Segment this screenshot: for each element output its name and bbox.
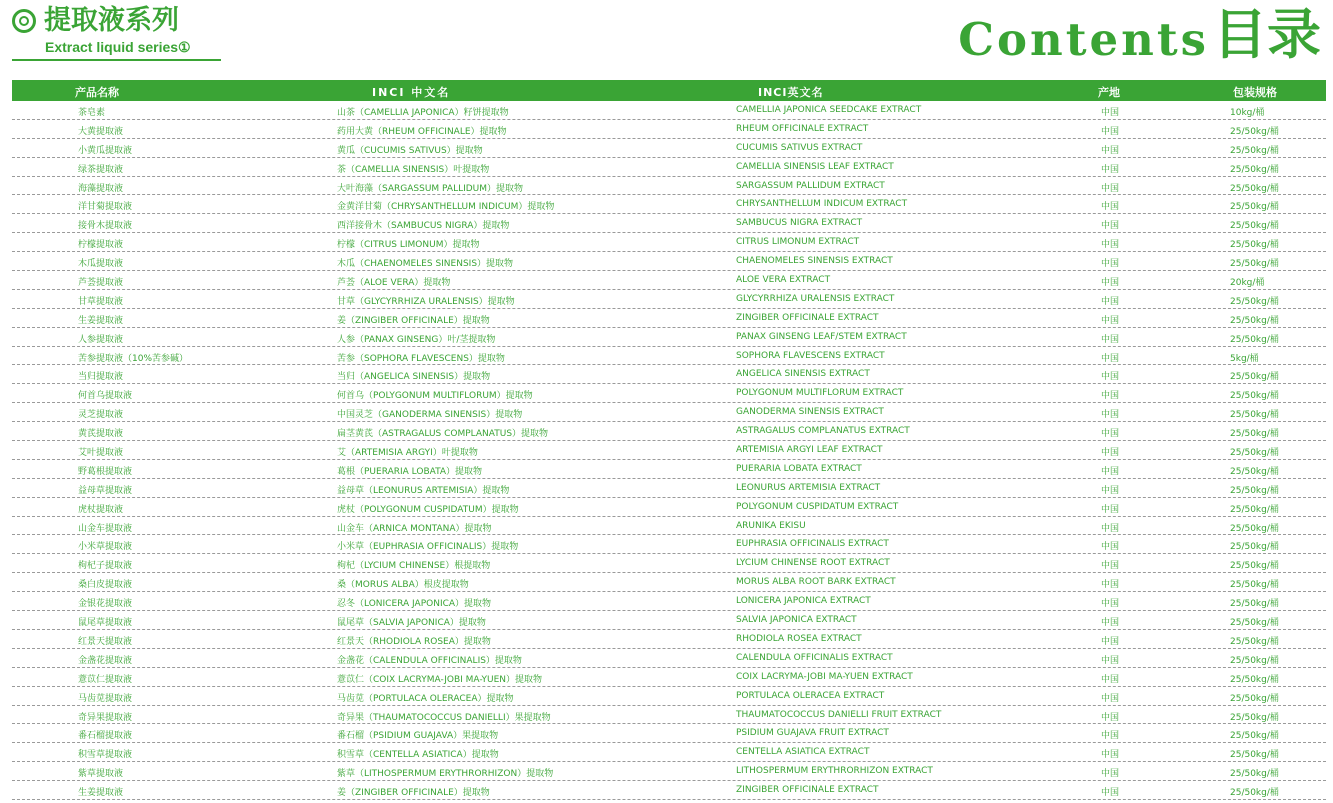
origin-cell: 中国 [1101,164,1120,175]
origin-cell: 中国 [1101,259,1120,270]
table-row [12,517,1326,536]
packaging-cell: 25/50kg/桶 [1230,448,1279,459]
product-name-cell: 生姜提取液 [78,315,124,326]
inci-cn-cell: 紫草（LITHOSPERMUM ERYTHRORHIZON）提取物 [337,769,554,780]
origin-cell: 中国 [1101,126,1120,137]
inci-en-cell: CALENDULA OFFICINALIS EXTRACT [736,652,893,663]
product-name-cell: 小米草提取液 [78,542,133,553]
inci-en-cell: ZINGIBER OFFICINALE EXTRACT [736,785,879,796]
table-row [12,290,1326,309]
table-row [12,309,1326,328]
product-name-cell: 山金车提取液 [78,523,133,534]
inci-cn-cell: 番石榴（PSIDIUM GUAJAVA）果提取物 [337,731,499,742]
inci-en-cell: POLYGONUM CUSPIDATUM EXTRACT [736,501,899,512]
inci-cn-cell: 当归（ANGELICA SINENSIS）提取物 [337,372,491,383]
table-row [12,592,1326,611]
inci-en-cell: PUERARIA LOBATA EXTRACT [736,463,862,474]
origin-cell: 中国 [1101,731,1120,742]
product-name-cell: 甘草提取液 [78,296,124,307]
inci-cn-cell: 小米草（EUPHRASIA OFFICINALIS）提取物 [337,542,519,553]
origin-cell: 中国 [1101,580,1120,591]
table-row [12,214,1326,233]
inci-cn-cell: 柠檬（CITRUS LIMONUM）提取物 [337,240,480,251]
origin-cell: 中国 [1101,372,1120,383]
product-name-cell: 枸杞子提取液 [78,561,133,572]
inci-cn-cell: 积雪草（CENTELLA ASIATICA）提取物 [337,750,499,761]
table-row [12,649,1326,668]
circle-bullet-icon [12,9,36,33]
inci-cn-cell: 奇异果（THAUMATOCOCCUS DANIELLI）果提取物 [337,712,551,723]
table-row [12,252,1326,271]
origin-cell: 中国 [1101,202,1120,213]
packaging-cell: 25/50kg/桶 [1230,523,1279,534]
table-row [12,120,1326,139]
packaging-cell: 25/50kg/桶 [1230,693,1279,704]
page-title [12,4,191,38]
inci-cn-cell: 姜（ZINGIBER OFFICINALE）提取物 [337,315,490,326]
origin-cell: 中国 [1101,655,1120,666]
table-row [12,724,1326,743]
header-right [958,0,1321,66]
product-name-cell: 人参提取液 [78,334,124,345]
inci-en-cell: ZINGIBER OFFICINALE EXTRACT [736,312,879,323]
inci-cn-cell: 苦参（SOPHORA FLAVESCENS）提取物 [337,353,505,364]
inci-cn-cell: 虎杖（POLYGONUM CUSPIDATUM）提取物 [337,504,519,515]
origin-cell: 中国 [1101,542,1120,553]
origin-cell: 中国 [1101,712,1120,723]
packaging-cell: 25/50kg/桶 [1230,674,1279,685]
column-header: 产品名称 [75,86,119,99]
inci-cn-cell: 益母草（LEONURUS ARTEMISIA）提取物 [337,485,510,496]
inci-en-cell: PANAX GINSENG LEAF/STEM EXTRACT [736,331,907,342]
inci-en-cell: CITRUS LIMONUM EXTRACT [736,237,860,248]
product-name-cell: 生姜提取液 [78,788,124,799]
table-row [12,441,1326,460]
product-name-cell: 金银花提取液 [78,599,133,610]
table-row [12,573,1326,592]
origin-cell: 中国 [1101,788,1120,799]
product-name-cell: 艾叶提取液 [78,448,124,459]
inci-en-cell: PORTULACA OLERACEA EXTRACT [736,690,885,701]
inci-en-cell: SALVIA JAPONICA EXTRACT [736,615,857,626]
origin-cell: 中国 [1101,769,1120,780]
packaging-cell: 5kg/桶 [1230,353,1259,364]
product-name-cell: 马齿苋提取液 [78,693,133,704]
origin-cell: 中国 [1101,599,1120,610]
column-header: INCI英文名 [758,86,824,99]
inci-cn-cell: 金黄洋甘菊（CHRYSANTHELLUM INDICUM）提取物 [337,202,555,213]
product-name-cell: 苦参提取液（10%苦参碱） [78,353,189,364]
inci-cn-cell: 甘草（GLYCYRRHIZA URALENSIS）提取物 [337,296,515,307]
table-row [12,535,1326,554]
origin-cell: 中国 [1101,466,1120,477]
product-name-cell: 鼠尾草提取液 [78,618,133,629]
inci-en-cell: GLYCYRRHIZA URALENSIS EXTRACT [736,293,895,304]
packaging-cell: 25/50kg/桶 [1230,788,1279,799]
inci-cn-cell: 人参（PANAX GINSENG）叶/茎提取物 [337,334,496,345]
packaging-cell: 25/50kg/桶 [1230,145,1279,156]
table-row [12,781,1326,800]
column-header: INCI 中文名 [372,86,451,99]
inci-en-cell: CAMELLIA SINENSIS LEAF EXTRACT [736,161,894,172]
packaging-cell: 25/50kg/桶 [1230,259,1279,270]
packaging-cell: 10kg/桶 [1230,108,1265,118]
product-name-cell: 积雪草提取液 [78,750,133,761]
table-row [12,328,1326,347]
product-name-cell: 大黄提取液 [78,126,124,137]
product-name-cell: 番石榴提取液 [78,731,133,742]
inci-en-cell: LONICERA JAPONICA EXTRACT [736,596,871,607]
origin-cell: 中国 [1101,391,1120,402]
column-header: 产地 [1098,86,1120,99]
product-name-cell: 茶皂素 [78,108,106,118]
product-name-cell: 芦荟提取液 [78,278,124,289]
product-name-cell: 益母草提取液 [78,485,133,496]
packaging-cell: 25/50kg/桶 [1230,164,1279,175]
product-name-cell: 奇异果提取液 [78,712,133,723]
inci-en-cell: RHODIOLA ROSEA EXTRACT [736,633,862,644]
inci-en-cell: SOPHORA FLAVESCENS EXTRACT [736,350,885,361]
inci-en-cell: ARTEMISIA ARGYI LEAF EXTRACT [736,445,883,456]
origin-cell: 中国 [1101,108,1120,118]
inci-cn-cell: 葛根（PUERARIA LOBATA）提取物 [337,466,483,477]
inci-en-cell: CHAENOMELES SINENSIS EXTRACT [736,256,893,267]
packaging-cell: 25/50kg/桶 [1230,372,1279,383]
inci-en-cell: SAMBUCUS NIGRA EXTRACT [736,218,863,229]
packaging-cell: 25/50kg/桶 [1230,315,1279,326]
product-name-cell: 当归提取液 [78,372,124,383]
inci-en-cell: ANGELICA SINENSIS EXTRACT [736,369,870,380]
packaging-cell: 25/50kg/桶 [1230,655,1279,666]
inci-cn-cell: 鼠尾草（SALVIA JAPONICA）提取物 [337,618,486,629]
inci-cn-cell: 何首乌（POLYGONUM MULTIFLORUM）提取物 [337,391,533,402]
inci-en-cell: LEONURUS ARTEMISIA EXTRACT [736,482,881,493]
product-name-cell: 小黄瓜提取液 [78,145,133,156]
packaging-cell: 25/50kg/桶 [1230,712,1279,723]
table-row [12,195,1326,214]
inci-cn-cell: 马齿苋（PORTULACA OLERACEA）提取物 [337,693,514,704]
product-name-cell: 柠檬提取液 [78,240,124,251]
packaging-cell: 25/50kg/桶 [1230,391,1279,402]
origin-cell: 中国 [1101,674,1120,685]
table-row [12,365,1326,384]
origin-cell: 中国 [1101,410,1120,421]
table-row [12,762,1326,781]
product-name-cell: 虎杖提取液 [78,504,124,515]
table-row [12,158,1326,177]
table-row [12,668,1326,687]
packaging-cell: 25/50kg/桶 [1230,183,1279,194]
table-row [12,403,1326,422]
packaging-cell: 25/50kg/桶 [1230,410,1279,421]
packaging-cell: 25/50kg/桶 [1230,429,1279,440]
product-name-cell: 红景天提取液 [78,636,133,647]
table-row [12,611,1326,630]
product-name-cell: 紫草提取液 [78,769,124,780]
product-name-cell: 何首乌提取液 [78,391,133,402]
title-cn: 提取液系列 [44,5,179,36]
inci-cn-cell: 红景天（RHODIOLA ROSEA）提取物 [337,636,491,647]
origin-cell: 中国 [1101,561,1120,572]
table-row [12,384,1326,403]
origin-cell: 中国 [1101,221,1120,232]
origin-cell: 中国 [1101,618,1120,629]
product-name-cell: 灵芝提取液 [78,410,124,421]
product-name-cell: 接骨木提取液 [78,221,133,232]
origin-cell: 中国 [1101,278,1120,289]
inci-en-cell: ASTRAGALUS COMPLANATUS EXTRACT [736,426,910,437]
packaging-cell: 25/50kg/桶 [1230,126,1279,137]
packaging-cell: 25/50kg/桶 [1230,769,1279,780]
inci-cn-cell: 忍冬（LONICERA JAPONICA）提取物 [337,599,492,610]
inci-cn-cell: 芦荟（ALOE VERA）提取物 [337,278,451,289]
inci-cn-cell: 薏苡仁（COIX LACRYMA-JOBI MA-YUEN）提取物 [337,674,543,685]
packaging-cell: 25/50kg/桶 [1230,750,1279,761]
packaging-cell: 25/50kg/桶 [1230,240,1279,251]
header-left [12,4,191,56]
origin-cell: 中国 [1101,693,1120,704]
table-row [12,630,1326,649]
table-row [12,706,1326,725]
packaging-cell: 25/50kg/桶 [1230,221,1279,232]
product-name-cell: 绿茶提取液 [78,164,124,175]
product-name-cell: 洋甘菊提取液 [78,202,133,213]
origin-cell: 中国 [1101,636,1120,647]
inci-en-cell: CAMELLIA JAPONICA SEEDCAKE EXTRACT [736,105,922,115]
contents-en: Contents [958,13,1209,66]
inci-cn-cell: 艾（ARTEMISIA ARGYI）叶提取物 [337,448,478,459]
table-row [12,554,1326,573]
inci-cn-cell: 黄瓜（CUCUMIS SATIVUS）提取物 [337,145,483,156]
table-row [12,460,1326,479]
table-row [12,743,1326,762]
inci-cn-cell: 木瓜（CHAENOMELES SINENSIS）提取物 [337,259,514,270]
table-row [12,271,1326,290]
origin-cell: 中国 [1101,315,1120,326]
table-row [12,101,1326,120]
contents-cn: 目录 [1213,3,1321,66]
packaging-cell: 25/50kg/桶 [1230,618,1279,629]
table-row [12,347,1326,366]
origin-cell: 中国 [1101,183,1120,194]
inci-en-cell: MORUS ALBA ROOT BARK EXTRACT [736,577,896,588]
origin-cell: 中国 [1101,429,1120,440]
inci-en-cell: RHEUM OFFICINALE EXTRACT [736,123,869,134]
packaging-cell: 25/50kg/桶 [1230,466,1279,477]
table-row [12,177,1326,196]
packaging-cell: 25/50kg/桶 [1230,731,1279,742]
packaging-cell: 20kg/桶 [1230,278,1265,289]
product-name-cell: 海藻提取液 [78,183,124,194]
packaging-cell: 25/50kg/桶 [1230,599,1279,610]
inci-cn-cell: 中国灵芝（GANODERMA SINENSIS）提取物 [337,410,523,421]
product-table [12,80,1326,800]
inci-en-cell: COIX LACRYMA-JOBI MA-YUEN EXTRACT [736,671,913,682]
inci-cn-cell: 桑（MORUS ALBA）根皮提取物 [337,580,469,591]
origin-cell: 中国 [1101,485,1120,496]
origin-cell: 中国 [1101,504,1120,515]
inci-cn-cell: 姜（ZINGIBER OFFICINALE）提取物 [337,788,490,799]
inci-en-cell: PSIDIUM GUAJAVA FRUIT EXTRACT [736,728,889,739]
packaging-cell: 25/50kg/桶 [1230,334,1279,345]
origin-cell: 中国 [1101,523,1120,534]
inci-en-cell: CUCUMIS SATIVUS EXTRACT [736,142,863,153]
origin-cell: 中国 [1101,353,1120,364]
title-en: Extract liquid series① [45,39,191,55]
product-name-cell: 桑白皮提取液 [78,580,133,591]
inci-en-cell: POLYGONUM MULTIFLORUM EXTRACT [736,388,904,399]
product-name-cell: 薏苡仁提取液 [78,674,133,685]
origin-cell: 中国 [1101,448,1120,459]
packaging-cell: 25/50kg/桶 [1230,636,1279,647]
inci-en-cell: CENTELLA ASIATICA EXTRACT [736,747,870,758]
packaging-cell: 25/50kg/桶 [1230,485,1279,496]
table-body [12,101,1326,800]
inci-cn-cell: 药用大黄（RHEUM OFFICINALE）提取物 [337,126,507,137]
packaging-cell: 25/50kg/桶 [1230,504,1279,515]
inci-en-cell: CHRYSANTHELLUM INDICUM EXTRACT [736,199,908,210]
column-header: 包装规格 [1233,86,1277,99]
inci-cn-cell: 金盏花（CALENDULA OFFICINALIS）提取物 [337,655,522,666]
inci-en-cell: THAUMATOCOCCUS DANIELLI FRUIT EXTRACT [736,709,942,720]
inci-cn-cell: 山金车（ARNICA MONTANA）提取物 [337,523,492,534]
table-row [12,233,1326,252]
inci-cn-cell: 枸杞（LYCIUM CHINENSE）根提取物 [337,561,491,572]
origin-cell: 中国 [1101,240,1120,251]
inci-en-cell: LYCIUM CHINENSE ROOT EXTRACT [736,558,890,569]
inci-en-cell: ALOE VERA EXTRACT [736,275,831,286]
packaging-cell: 25/50kg/桶 [1230,296,1279,307]
product-name-cell: 金盏花提取液 [78,655,133,666]
product-name-cell: 野葛根提取液 [78,466,133,477]
table-row [12,498,1326,517]
table-row [12,687,1326,706]
packaging-cell: 25/50kg/桶 [1230,202,1279,213]
table-row [12,422,1326,441]
origin-cell: 中国 [1101,296,1120,307]
inci-en-cell: ARUNIKA EKISU [736,520,806,531]
inci-cn-cell: 山茶（CAMELLIA JAPONICA）籽饼提取物 [337,108,509,118]
origin-cell: 中国 [1101,750,1120,761]
product-name-cell: 木瓜提取液 [78,259,124,270]
origin-cell: 中国 [1101,334,1120,345]
inci-cn-cell: 西洋接骨木（SAMBUCUS NIGRA）提取物 [337,221,510,232]
packaging-cell: 25/50kg/桶 [1230,580,1279,591]
inci-cn-cell: 扁茎黄芪（ASTRAGALUS COMPLANATUS）提取物 [337,429,549,440]
inci-en-cell: SARGASSUM PALLIDUM EXTRACT [736,180,885,191]
table-header [12,80,1326,101]
origin-cell: 中国 [1101,145,1120,156]
inci-en-cell: LITHOSPERMUM ERYTHRORHIZON EXTRACT [736,766,933,777]
packaging-cell: 25/50kg/桶 [1230,542,1279,553]
table-row [12,479,1326,498]
inci-en-cell: EUPHRASIA OFFICINALIS EXTRACT [736,539,889,550]
product-name-cell: 黄芪提取液 [78,429,124,440]
table-row [12,139,1326,158]
inci-cn-cell: 茶（CAMELLIA SINENSIS）叶提取物 [337,164,490,175]
inci-cn-cell: 大叶海藻（SARGASSUM PALLIDUM）提取物 [337,183,524,194]
title-underline [12,59,221,61]
inci-en-cell: GANODERMA SINENSIS EXTRACT [736,407,884,418]
packaging-cell: 25/50kg/桶 [1230,561,1279,572]
